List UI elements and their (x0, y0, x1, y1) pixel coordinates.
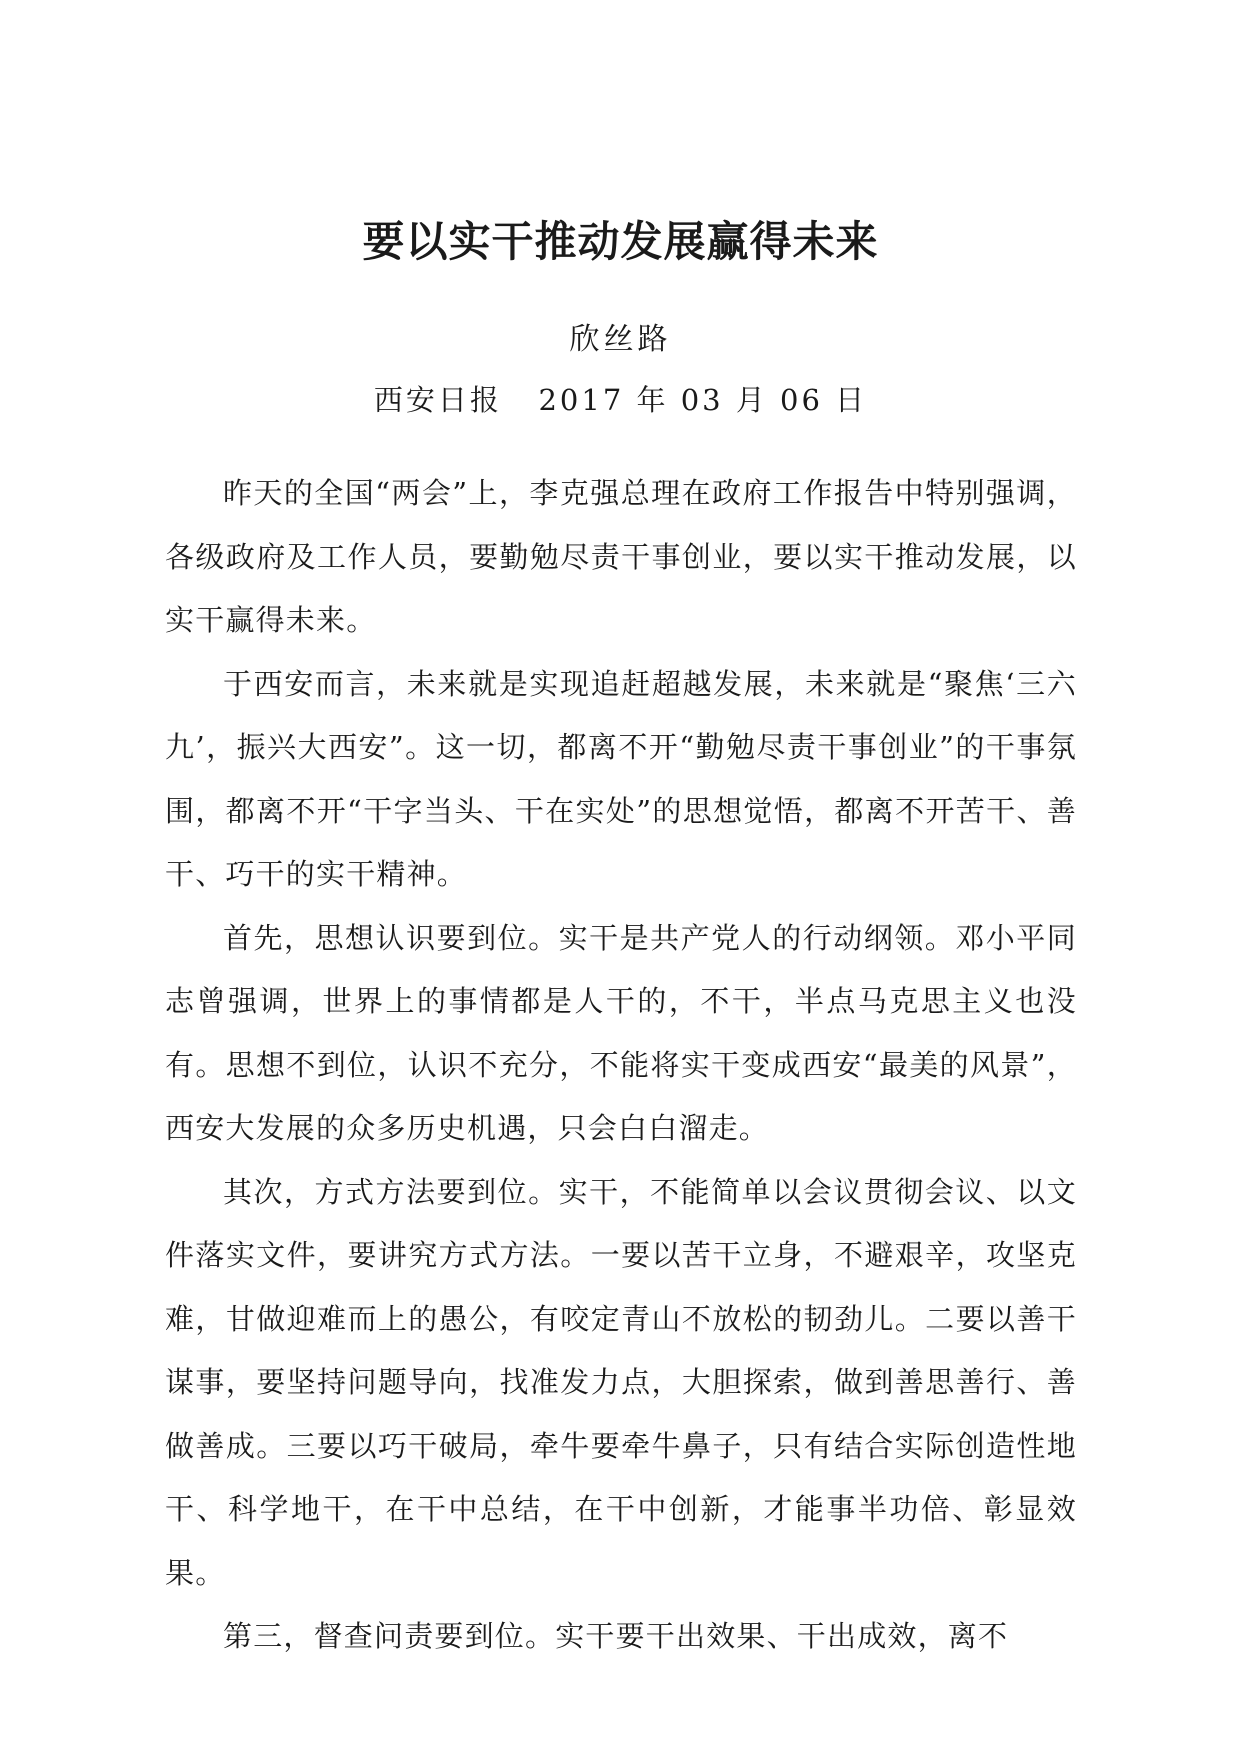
article-author: 欣丝路 (569, 322, 672, 357)
paragraph: 昨天的全国“两会”上，李克强总理在政府工作报告中特别强调，各级政府及工作人员，要勤勉尽责干事创业，要以实干推动发展，以实干赢得未来。 (165, 476, 1077, 637)
article-title: 要以实干推动发展赢得未来 (362, 217, 879, 266)
paragraph: 首先，思想认识要到位。实干是共产党人的行动纲领。邓小平同志曾强调，世界上的事情都是人干的，不干，半点马克思主义也没有。思想不到位，认识不充分，不能将实干变成西安“最美的风景”，西安大发展的众多历史机遇，只会白白溜走。 (165, 920, 1077, 1145)
article-source-line (0, 378, 1241, 422)
newspaper-name: 西安日报 (373, 383, 502, 417)
article-body (165, 462, 1077, 1669)
paragraph: 第三，督查问责要到位。实干要干出效果、干出成效，离不 (223, 1619, 1009, 1653)
publish-date: 2017 年 03 月 06 日 (538, 383, 868, 417)
paragraph: 于西安而言，未来就是实现追赶超越发展，未来就是“聚焦‘三六九’，振兴大西安”。这一切，都离不开“勤勉尽责干事创业”的干事氛围，都离不开“干字当头、干在实处”的思想觉悟，都离不开苦干、善干、巧干的实干精神。 (165, 666, 1077, 891)
paragraph: 其次，方式方法要到位。实干，不能简单以会议贯彻会议、以文件落实文件，要讲究方式方法。一要以苦干立身，不避艰辛，攻坚克难，甘做迎难而上的愚公，有咬定青山不放松的韧劲儿。二要以善干谋事，要坚持问题导向，找准发力点，大胆探索，做到善思善行、善做善成。三要以巧干破局，牵牛要牵牛鼻子，只有结合实际创造性地干、科学地干，在干中总结，在干中创新，才能事半功倍、彰显效果。 (165, 1174, 1077, 1590)
